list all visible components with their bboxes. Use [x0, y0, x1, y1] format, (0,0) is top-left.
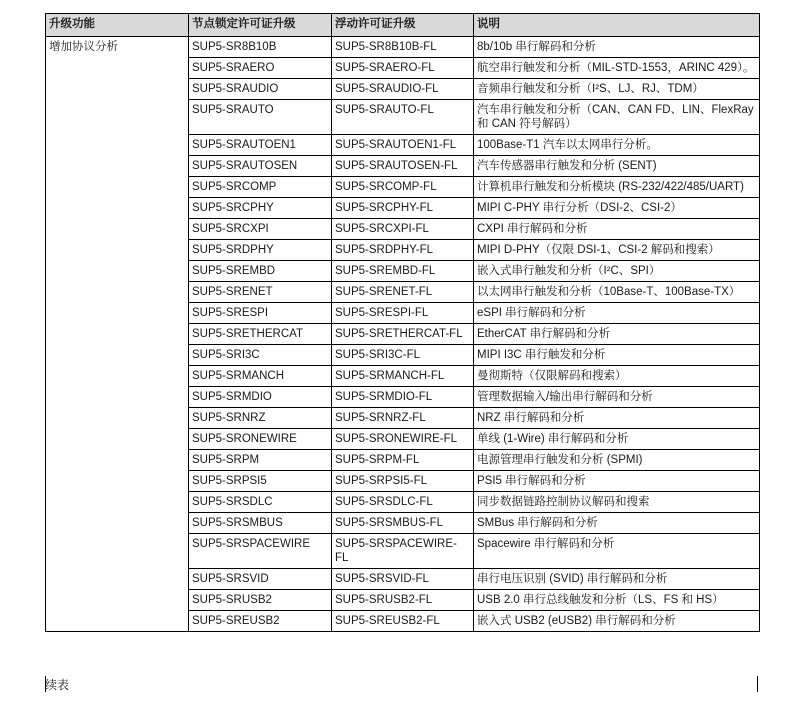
feature-cell — [46, 219, 189, 240]
continued-note: 续表 — [45, 678, 70, 692]
table-row — [46, 534, 760, 569]
table-row — [46, 135, 760, 156]
floating-cell: SUP5-SRI3C-FL — [332, 345, 474, 366]
node-locked-cell: SUP5-SRAUTO — [189, 100, 332, 135]
description-cell: MIPI D-PHY（仅限 DSI-1、CSI-2 解码和搜索） — [474, 240, 760, 261]
description-cell: 音频串行触发和分析（I²S、LJ、RJ、TDM） — [474, 79, 760, 100]
table-row — [46, 590, 760, 611]
feature-cell — [46, 303, 189, 324]
feature-cell — [46, 58, 189, 79]
node-locked-cell: SUP5-SRETHERCAT — [189, 324, 332, 345]
feature-cell — [46, 387, 189, 408]
table-row — [46, 219, 760, 240]
feature-cell: 增加协议分析 — [46, 37, 189, 58]
feature-cell — [46, 534, 189, 569]
header-floating: 浮动许可证升级 — [332, 14, 474, 37]
floating-cell: SUP5-SRCPHY-FL — [332, 198, 474, 219]
node-locked-cell: SUP5-SRCXPI — [189, 219, 332, 240]
node-locked-cell: SUP5-SRSMBUS — [189, 513, 332, 534]
floating-cell: SUP5-SRPSI5-FL — [332, 471, 474, 492]
table-row — [46, 408, 760, 429]
table-row — [46, 324, 760, 345]
description-cell: SMBus 串行解码和分析 — [474, 513, 760, 534]
table-row — [46, 429, 760, 450]
floating-cell: SUP5-SRAUTOEN1-FL — [332, 135, 474, 156]
floating-cell: SUP5-SRPM-FL — [332, 450, 474, 471]
feature-cell — [46, 240, 189, 261]
table-row — [46, 261, 760, 282]
node-locked-cell: SUP5-SRNRZ — [189, 408, 332, 429]
table-row — [46, 37, 760, 58]
floating-cell: SUP5-SRMANCH-FL — [332, 366, 474, 387]
feature-cell — [46, 569, 189, 590]
node-locked-cell: SUP5-SRAUTOSEN — [189, 156, 332, 177]
node-locked-cell: SUP5-SRI3C — [189, 345, 332, 366]
table-continuation-right-border — [757, 676, 758, 692]
description-cell: USB 2.0 串行总线触发和分析（LS、FS 和 HS） — [474, 590, 760, 611]
description-cell: 同步数据链路控制协议解码和搜索 — [474, 492, 760, 513]
node-locked-cell: SUP5-SRAUDIO — [189, 79, 332, 100]
feature-cell — [46, 408, 189, 429]
floating-cell: SUP5-SRSPACEWIRE-FL — [332, 534, 474, 569]
description-cell: 以太网串行触发和分析（10Base-T、100Base-TX） — [474, 282, 760, 303]
floating-cell: SUP5-SRCXPI-FL — [332, 219, 474, 240]
description-cell: MIPI I3C 串行触发和分析 — [474, 345, 760, 366]
floating-cell: SUP5-SRSMBUS-FL — [332, 513, 474, 534]
description-cell: PSI5 串行解码和分析 — [474, 471, 760, 492]
feature-cell — [46, 198, 189, 219]
floating-cell: SUP5-SREUSB2-FL — [332, 611, 474, 632]
node-locked-cell: SUP5-SRCPHY — [189, 198, 332, 219]
floating-cell: SUP5-SRESPI-FL — [332, 303, 474, 324]
floating-cell: SUP5-SRETHERCAT-FL — [332, 324, 474, 345]
table-row — [46, 198, 760, 219]
feature-cell — [46, 156, 189, 177]
floating-cell: SUP5-SRUSB2-FL — [332, 590, 474, 611]
table-row — [46, 156, 760, 177]
node-locked-cell: SUP5-SRMANCH — [189, 366, 332, 387]
floating-cell: SUP5-SREMBD-FL — [332, 261, 474, 282]
table-row — [46, 366, 760, 387]
table-row — [46, 569, 760, 590]
description-cell: NRZ 串行解码和分析 — [474, 408, 760, 429]
node-locked-cell: SUP5-SREUSB2 — [189, 611, 332, 632]
table-row — [46, 79, 760, 100]
feature-cell — [46, 471, 189, 492]
feature-cell — [46, 100, 189, 135]
node-locked-cell: SUP5-SRPM — [189, 450, 332, 471]
node-locked-cell: SUP5-SRSVID — [189, 569, 332, 590]
floating-cell: SUP5-SRNRZ-FL — [332, 408, 474, 429]
description-cell: MIPI C-PHY 串行分析（DSI-2、CSI-2） — [474, 198, 760, 219]
description-cell: CXPI 串行解码和分析 — [474, 219, 760, 240]
table-row — [46, 471, 760, 492]
floating-cell: SUP5-SRSVID-FL — [332, 569, 474, 590]
node-locked-cell: SUP5-SR8B10B — [189, 37, 332, 58]
feature-cell — [46, 366, 189, 387]
table-row — [46, 100, 760, 135]
node-locked-cell: SUP5-SRDPHY — [189, 240, 332, 261]
node-locked-cell: SUP5-SRSDLC — [189, 492, 332, 513]
feature-cell — [46, 261, 189, 282]
feature-cell — [46, 590, 189, 611]
description-cell: 8b/10b 串行解码和分析 — [474, 37, 760, 58]
table-row — [46, 58, 760, 79]
table-row — [46, 177, 760, 198]
description-cell: Spacewire 串行解码和分析 — [474, 534, 760, 569]
header-node-locked: 节点锁定许可证升级 — [189, 14, 332, 37]
feature-cell — [46, 177, 189, 198]
floating-cell: SUP5-SRAERO-FL — [332, 58, 474, 79]
floating-cell: SUP5-SR8B10B-FL — [332, 37, 474, 58]
table-row — [46, 303, 760, 324]
node-locked-cell: SUP5-SRCOMP — [189, 177, 332, 198]
floating-cell: SUP5-SRAUDIO-FL — [332, 79, 474, 100]
floating-cell: SUP5-SRDPHY-FL — [332, 240, 474, 261]
floating-cell: SUP5-SRAUTOSEN-FL — [332, 156, 474, 177]
floating-cell: SUP5-SRCOMP-FL — [332, 177, 474, 198]
upgrade-table — [45, 13, 760, 632]
table-header-row — [46, 14, 760, 37]
description-cell: EtherCAT 串行解码和分析 — [474, 324, 760, 345]
node-locked-cell: SUP5-SRMDIO — [189, 387, 332, 408]
floating-cell: SUP5-SRAUTO-FL — [332, 100, 474, 135]
node-locked-cell: SUP5-SREMBD — [189, 261, 332, 282]
node-locked-cell: SUP5-SRPSI5 — [189, 471, 332, 492]
table-row — [46, 450, 760, 471]
node-locked-cell: SUP5-SRSPACEWIRE — [189, 534, 332, 569]
floating-cell: SUP5-SRSDLC-FL — [332, 492, 474, 513]
feature-cell — [46, 135, 189, 156]
description-cell: 计算机串行触发和分析模块 (RS-232/422/485/UART) — [474, 177, 760, 198]
feature-cell — [46, 611, 189, 632]
description-cell: 单线 (1-Wire) 串行解码和分析 — [474, 429, 760, 450]
feature-cell — [46, 429, 189, 450]
feature-cell — [46, 492, 189, 513]
description-cell: 管理数据输入/输出串行解码和分析 — [474, 387, 760, 408]
floating-cell: SUP5-SRMDIO-FL — [332, 387, 474, 408]
description-cell: 汽车传感器串行触发和分析 (SENT) — [474, 156, 760, 177]
header-description: 说明 — [474, 14, 760, 37]
table-row — [46, 513, 760, 534]
node-locked-cell: SUP5-SRESPI — [189, 303, 332, 324]
description-cell: 电源管理串行触发和分析 (SPMI) — [474, 450, 760, 471]
description-cell: 100Base-T1 汽车以太网串行分析。 — [474, 135, 760, 156]
node-locked-cell: SUP5-SRAUTOEN1 — [189, 135, 332, 156]
feature-cell — [46, 345, 189, 366]
feature-cell — [46, 324, 189, 345]
table-row — [46, 282, 760, 303]
feature-cell — [46, 282, 189, 303]
description-cell: 嵌入式串行触发和分析（I²C、SPI） — [474, 261, 760, 282]
description-cell: eSPI 串行解码和分析 — [474, 303, 760, 324]
node-locked-cell: SUP5-SRENET — [189, 282, 332, 303]
feature-cell — [46, 79, 189, 100]
table-row — [46, 345, 760, 366]
description-cell: 曼彻斯特（仅限解码和搜索） — [474, 366, 760, 387]
table-row — [46, 387, 760, 408]
description-cell: 航空串行触发和分析（MIL-STD-1553，ARINC 429）。 — [474, 58, 760, 79]
header-feature: 升级功能 — [46, 14, 189, 37]
table-row — [46, 611, 760, 632]
description-cell: 串行电压识别 (SVID) 串行解码和分析 — [474, 569, 760, 590]
node-locked-cell: SUP5-SRONEWIRE — [189, 429, 332, 450]
table-row — [46, 240, 760, 261]
node-locked-cell: SUP5-SRAERO — [189, 58, 332, 79]
floating-cell: SUP5-SRENET-FL — [332, 282, 474, 303]
node-locked-cell: SUP5-SRUSB2 — [189, 590, 332, 611]
floating-cell: SUP5-SRONEWIRE-FL — [332, 429, 474, 450]
feature-cell — [46, 450, 189, 471]
feature-cell — [46, 513, 189, 534]
description-cell: 汽车串行触发和分析（CAN、CAN FD、LIN、FlexRay 和 CAN 符号解码） — [474, 100, 760, 135]
description-cell: 嵌入式 USB2 (eUSB2) 串行解码和分析 — [474, 611, 760, 632]
table-row — [46, 492, 760, 513]
